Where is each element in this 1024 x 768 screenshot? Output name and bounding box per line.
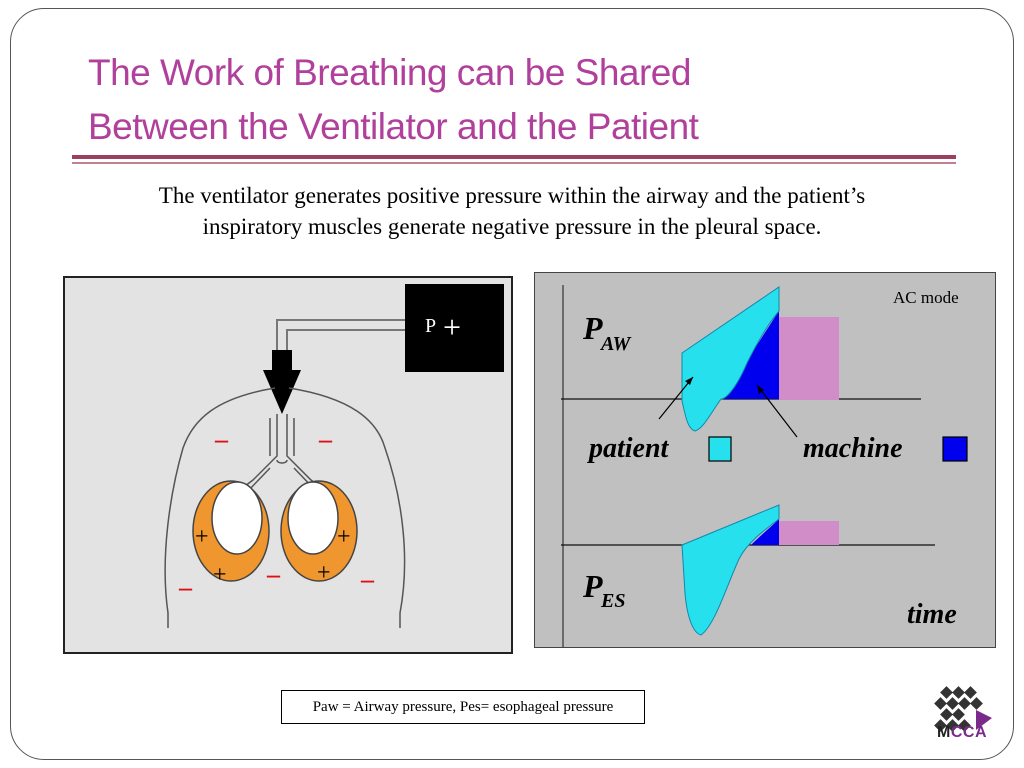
patient-legend-swatch bbox=[709, 437, 731, 461]
minus-sign: – bbox=[267, 560, 280, 589]
lung-diagram bbox=[65, 278, 511, 652]
plus-sign: + bbox=[195, 524, 209, 550]
paw-label: P bbox=[583, 310, 603, 346]
lung-diagram-panel bbox=[63, 276, 513, 654]
pes-pause-segment bbox=[779, 521, 839, 545]
slide-title bbox=[88, 46, 928, 154]
left-lung-alveolus bbox=[212, 482, 262, 554]
plus-sign: + bbox=[337, 524, 351, 550]
pes-patient-area bbox=[682, 505, 779, 635]
paw-pause-segment bbox=[779, 317, 839, 400]
airflow-arrow-head bbox=[263, 370, 301, 414]
title-rule-thin bbox=[72, 162, 956, 164]
plus-sign: + bbox=[213, 562, 227, 588]
title-rule bbox=[72, 155, 956, 159]
pes-label-subscript: ES bbox=[601, 590, 626, 612]
minus-sign: – bbox=[361, 565, 374, 594]
minus-sign: – bbox=[179, 573, 192, 602]
patient-legend-label: patient bbox=[589, 433, 669, 464]
ventilator-tube-outer bbox=[277, 320, 405, 350]
waveform-diagram bbox=[535, 273, 995, 647]
machine-legend-swatch bbox=[943, 437, 967, 461]
subtitle-line-2: inspiratory muscles generate negative pressure in the pleural space. bbox=[202, 214, 822, 239]
pressure-box-p: P bbox=[425, 315, 437, 337]
logo-text-accent: CCA bbox=[950, 724, 987, 741]
plus-sign: + bbox=[317, 560, 331, 586]
title-line-1: The Work of Breathing can be Shared bbox=[88, 52, 691, 93]
waveform-panel bbox=[534, 272, 996, 648]
mcca-logo-text bbox=[937, 724, 987, 742]
subtitle-line-1: The ventilator generates positive pressure within the airway and the patient’s bbox=[158, 183, 866, 208]
minus-sign: – bbox=[215, 425, 228, 454]
time-label: time bbox=[907, 599, 957, 630]
pes-label: P bbox=[583, 568, 603, 604]
trachea-bronchi bbox=[237, 414, 327, 492]
slide-subtitle bbox=[40, 180, 984, 242]
pressure-box-plus: + bbox=[443, 309, 462, 345]
paw-label-subscript: AW bbox=[601, 333, 631, 355]
mode-label: AC mode bbox=[893, 288, 959, 307]
ventilator-tube-inner bbox=[287, 330, 405, 350]
caption-box: Paw = Airway pressure, Pes= esophageal pressure bbox=[281, 690, 645, 724]
minus-sign: – bbox=[319, 425, 332, 454]
airway-walls bbox=[247, 418, 317, 492]
machine-legend-label: machine bbox=[803, 433, 903, 464]
title-line-2: Between the Ventilator and the Patient bbox=[88, 106, 699, 147]
logo-text-prefix: M bbox=[937, 724, 951, 741]
right-lung-alveolus bbox=[288, 482, 338, 554]
